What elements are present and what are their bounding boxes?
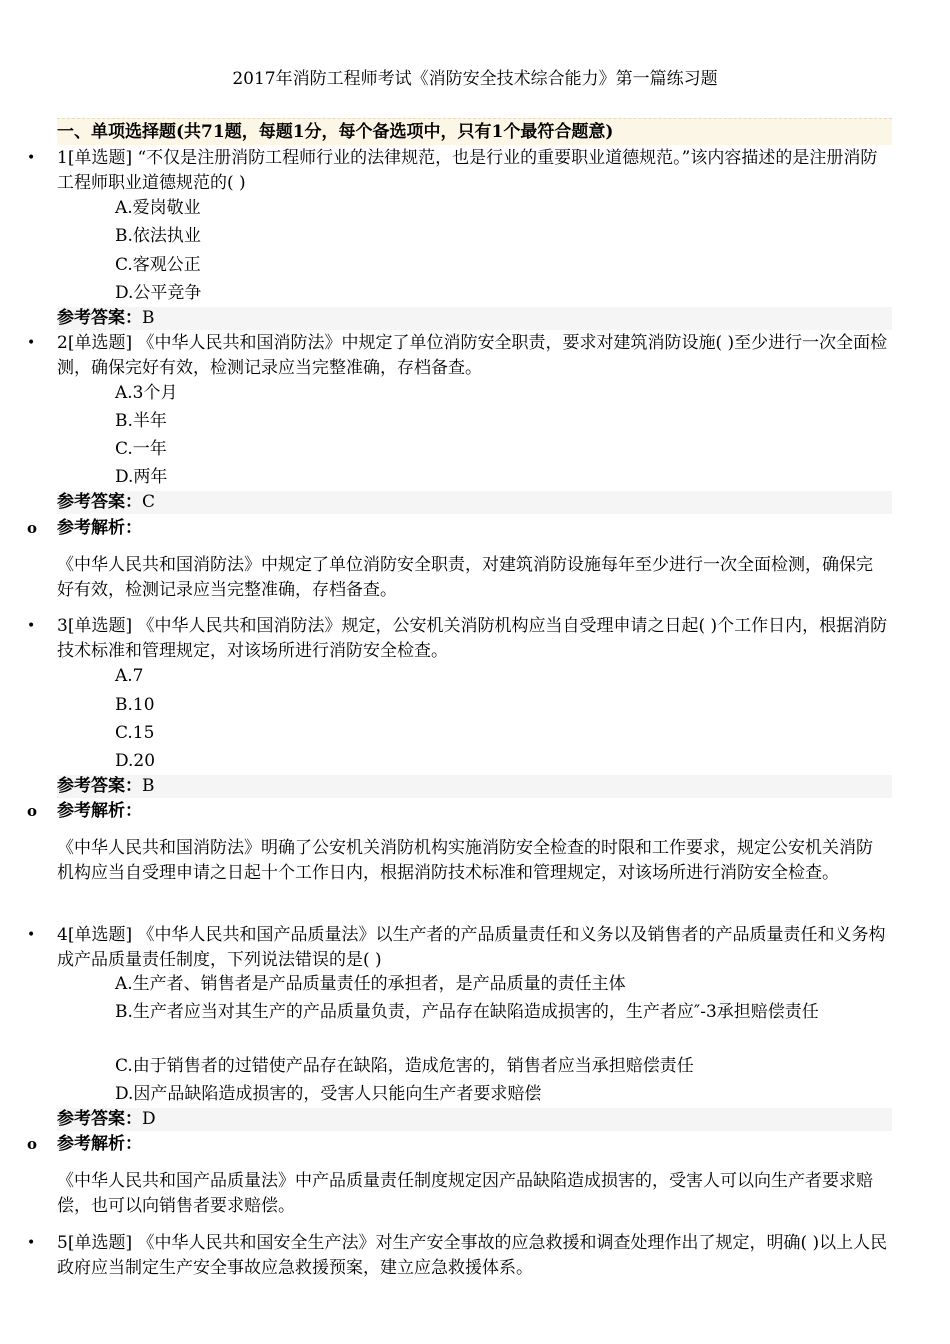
question-4-option-b: B.生产者应当对其生产的产品质量负责，产品存在缺陷造成损害的，生产者应″-3承担赔偿责任 — [115, 1002, 819, 1022]
question-3-option-c: C.15 — [115, 723, 155, 743]
question-4-analysis-label: 参考解析： — [57, 1134, 142, 1154]
bullet-icon: • — [27, 150, 36, 166]
question-4-option-c: C.由于销售者的过错使产品存在缺陷，造成危害的，销售者应当承担赔偿责任 — [115, 1056, 694, 1076]
answer-label: 参考答案： — [57, 1109, 142, 1129]
answer-label: 参考答案： — [57, 776, 142, 796]
question-2-option-a: A.3个月 — [115, 383, 178, 403]
question-3-analysis: 《中华人民共和国消防法》明确了公安机关消防机构实施消防安全检查的时限和工作要求，规定公安机关消防机构应当自受理申请之日起十个工作日内，根据消防技术标准和管理规定，对该场所进行消防安全检查。 — [57, 838, 873, 883]
question-2-answer — [57, 491, 892, 514]
question-2-analysis: 《中华人民共和国消防法》中规定了单位消防安全职责，对建筑消防设施每年至少进行一次全面检测，确保完好有效，检测记录应当完整准确，存档备查。 — [57, 555, 873, 600]
answer-label: 参考答案： — [57, 308, 142, 328]
question-4-option-d: D.因产品缺陷造成损害的，受害人只能向生产者要求赔偿 — [115, 1084, 542, 1104]
answer-value: C — [142, 492, 156, 512]
sub-bullet-icon: o — [27, 802, 38, 820]
question-1-option-d: D.公平竞争 — [115, 283, 202, 303]
question-4-answer — [57, 1108, 892, 1131]
answer-value: B — [142, 776, 155, 796]
question-1-text: 1[单选题] “不仅是注册消防工程师行业的法律规范，也是行业的重要职业道德规范。”该内容描述的是注册消防工程师职业道德规范的( ) — [57, 148, 878, 193]
question-1-answer — [57, 307, 892, 330]
question-4-option-a: A.生产者、销售者是产品质量责任的承担者，是产品质量的责任主体 — [115, 974, 626, 994]
question-1-option-a: A.爱岗敬业 — [115, 198, 201, 218]
question-2-option-c: C.一年 — [115, 439, 167, 459]
question-2-option-b: B.半年 — [115, 411, 167, 431]
bullet-icon: • — [27, 618, 36, 634]
question-1-option-c: C.客观公正 — [115, 255, 201, 275]
question-3-analysis-label: 参考解析： — [57, 801, 142, 821]
bullet-icon: • — [27, 335, 36, 351]
question-3-answer — [57, 775, 892, 798]
question-3-option-b: B.10 — [115, 695, 155, 715]
answer-value: B — [142, 308, 155, 328]
question-3-option-a: A.7 — [115, 666, 144, 686]
question-4-text: 4[单选题] 《中华人民共和国产品质量法》以生产者的产品质量责任和义务以及销售者的产品质量责任和义务构成产品质量责任制度，下列说法错误的是( ) — [57, 925, 886, 970]
question-3-option-d: D.20 — [115, 751, 156, 771]
sub-bullet-icon: o — [27, 519, 38, 537]
question-5-text: 5[单选题] 《中华人民共和国安全生产法》对生产安全事故的应急救援和调查处理作出了规定，明确( )以上人民政府应当制定生产安全事故应急救援预案，建立应急救援体系。 — [57, 1233, 888, 1278]
sub-bullet-icon: o — [27, 1135, 38, 1153]
question-3-text: 3[单选题] 《中华人民共和国消防法》规定，公安机关消防机构应当自受理申请之日起( )个工作日内，根据消防技术标准和管理规定，对该场所进行消防安全检查。 — [57, 616, 888, 661]
question-1-option-b: B.依法执业 — [115, 226, 201, 246]
answer-value: D — [142, 1109, 156, 1129]
bullet-icon: • — [27, 1235, 36, 1251]
question-2-text: 2[单选题] 《中华人民共和国消防法》中规定了单位消防安全职责，要求对建筑消防设施( )至少进行一次全面检测，确保完好有效，检测记录应当完整准确，存档备查。 — [57, 333, 888, 378]
answer-label: 参考答案： — [57, 492, 142, 512]
document-title: 2017年消防工程师考试《消防安全技术综合能力》第一篇练习题 — [232, 69, 718, 89]
section-heading: 一、单项选择题(共71题，每题1分，每个备选项中，只有1个最符合题意) — [57, 118, 892, 145]
question-2-option-d: D.两年 — [115, 467, 168, 487]
question-4-analysis: 《中华人民共和国产品质量法》中产品质量责任制度规定因产品缺陷造成损害的，受害人可以向生产者要求赔偿，也可以向销售者要求赔偿。 — [57, 1171, 873, 1216]
bullet-icon: • — [27, 927, 36, 943]
question-2-analysis-label: 参考解析： — [57, 518, 142, 538]
